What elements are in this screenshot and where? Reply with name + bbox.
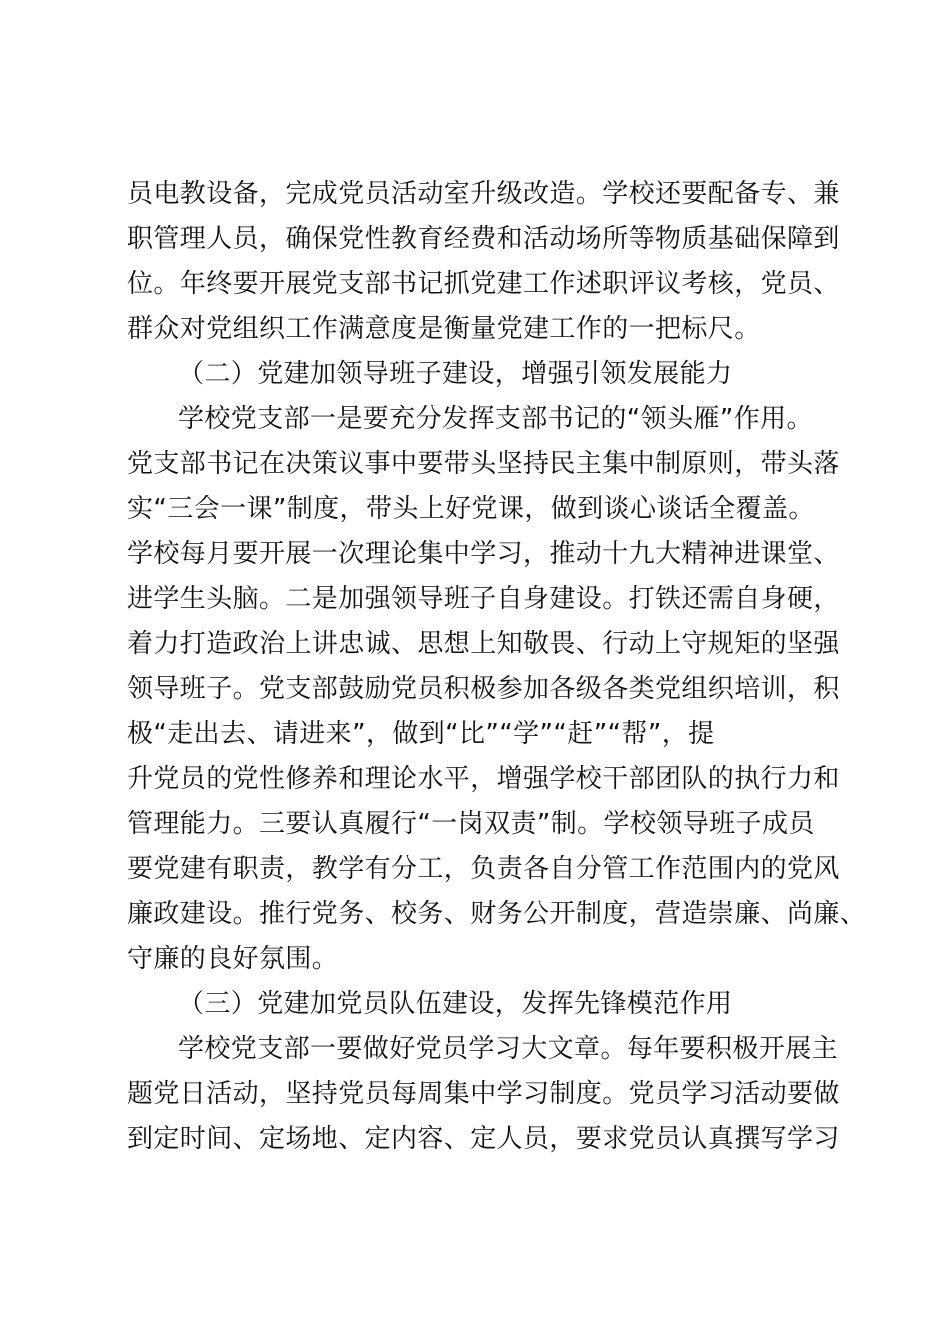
text-line: 题党日活动，坚持党员每周集中学习制度。党员学习活动要做: [127, 1079, 840, 1109]
section-heading: （二）党建加领导班子建设，增强引领发展能力: [178, 359, 733, 389]
text-line: 守廉的良好氛围。: [127, 944, 339, 974]
text-line: 升党员的党性修养和理论水平，增强学校干部团队的执行力和: [127, 764, 840, 794]
text-line: 学校党支部一是要充分发挥支部书记的“领头雁”作用。: [178, 404, 813, 434]
text-line: 党支部书记在决策议事中要带头坚持民主集中制原则，带头落: [127, 449, 840, 479]
text-line: 领导班子。党支部鼓励党员积极参加各级各类党组织培训，积: [127, 674, 840, 704]
text-line: 职管理人员，确保党性教育经费和活动场所等物质基础保障到: [127, 224, 840, 254]
text-line: 位。年终要开展党支部书记抓党建工作述职评议考核，党员、: [127, 269, 840, 299]
text-line: 到定时间、定场地、定内容、定人员，要求党员认真撰写学习: [127, 1124, 840, 1154]
section-heading: （三）党建加党员队伍建设，发挥先锋模范作用: [178, 989, 733, 1019]
text-line: 员电教设备，完成党员活动室升级改造。学校还要配备专、兼: [127, 179, 840, 209]
text-line: 着力打造政治上讲忠诚、思想上知敬畏、行动上守规矩的坚强: [127, 629, 840, 659]
text-line: 廉政建设。推行党务、校务、财务公开制度，营造崇廉、尚廉、: [127, 899, 867, 929]
text-line: 学校党支部一要做好党员学习大文章。每年要积极开展主: [178, 1034, 839, 1064]
text-line: 群众对党组织工作满意度是衡量党建工作的一把标尺。: [127, 314, 761, 344]
text-line: 管理能力。三要认真履行“一岗双责”制。学校领导班子成员: [127, 809, 815, 839]
text-line: 学校每月要开展一次理论集中学习，推动十九大精神进课堂、: [127, 539, 840, 569]
text-line: 进学生头脑。二是加强领导班子自身建设。打铁还需自身硬，: [127, 584, 840, 614]
text-line: 实“三会一课”制度，带头上好党课，做到谈心谈话全覆盖。: [127, 494, 815, 524]
text-line: 极“走出去、请进来”，做到“比”“学”“赶”“帮”，提: [127, 719, 715, 749]
text-line: 要党建有职责，教学有分工，负责各自分管工作范围内的党风: [127, 854, 840, 884]
